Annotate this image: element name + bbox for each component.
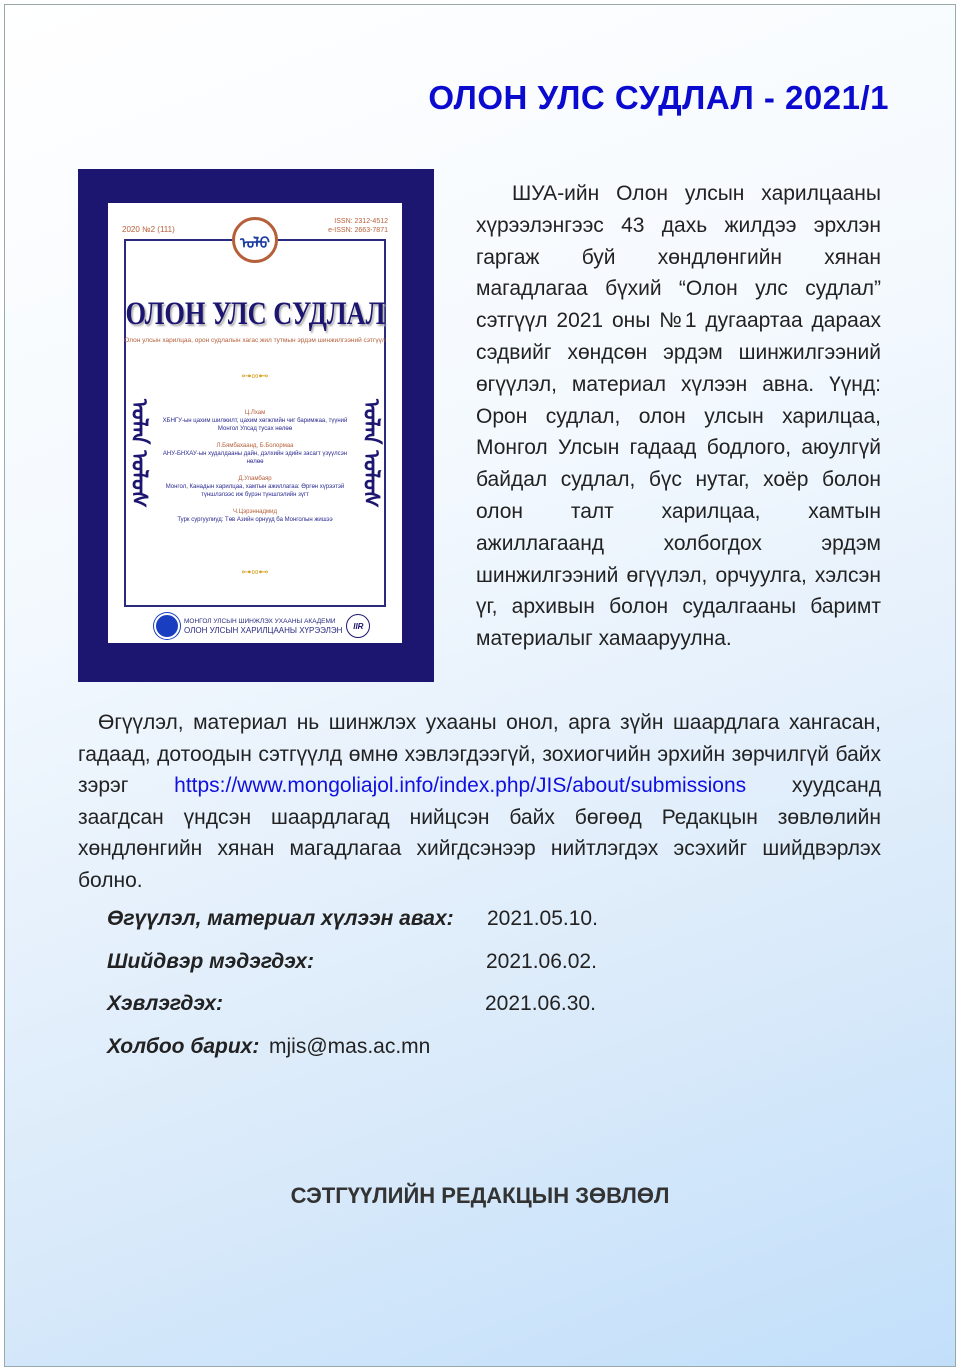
article-author: Ч.Цэрэннадмид [232, 509, 277, 515]
cover-subtitle: Олон улсын харилцаа, орон судлалын хагас жил тутмын эрдэм шинжилгээний сэтгүүл [124, 337, 386, 344]
deadline-value: 2021.05.10. [487, 907, 598, 930]
article-title: АНУ-БНХАУ-ын худалдааны дайн, дэлхийн эдийн засагт үзүүлсэн нөлөө [162, 451, 348, 465]
contact-email[interactable]: mjis@mas.ac.mn [269, 1034, 431, 1058]
contact-label: Холбоо барих: [107, 1034, 260, 1058]
ornament-icon: ⊶∞⊷ [241, 567, 269, 578]
ornament-icon: ⊶∞⊷ [241, 371, 269, 382]
cover-article [158, 475, 352, 499]
deadline-value: 2021.06.30. [485, 992, 596, 1015]
article-author: Ц.Лхам [244, 410, 266, 416]
deadline-value: 2021.06.02. [486, 949, 597, 973]
article-title: Монгол, Канадын харилцаа, хамтын ажиллагаа: Өргөн хүрээтэй түншлэлээс иж бүрэн түншлэлийн зүгт [165, 484, 345, 498]
poster [4, 4, 956, 1367]
cover-inner [108, 203, 402, 643]
academy-logo-icon [154, 613, 180, 639]
signature: СЭТГҮҮЛИЙН РЕДАКЦЫН ЗӨВЛӨЛ [290, 1183, 670, 1208]
mongolian-script-left: ᠣᠯᠠᠨ ᠤᠯᠤᠰ [127, 399, 152, 508]
publisher-text [184, 617, 342, 635]
deadline-label: Өгүүлэл, материал хүлээн авах: [107, 907, 454, 930]
cover-contents [158, 409, 352, 533]
article-author: Д.Уламбаяр [238, 476, 272, 482]
mongolian-script-right: ᠣᠯᠠᠨ ᠤᠯᠤᠰ [359, 399, 384, 508]
cover-title-wrap [108, 295, 402, 333]
cover-article [158, 508, 352, 524]
issn: ISSN: 2312-4512 [334, 218, 388, 225]
eissn: e-ISSN: 2663-7871 [328, 227, 388, 234]
institute-logo-icon: IIR [346, 614, 370, 638]
publisher-logos [154, 613, 370, 639]
deadline-label: Хэвлэгдэх: [107, 992, 224, 1015]
cover-title: ОЛОН УЛС СУДЛАЛ [125, 296, 385, 332]
journal-cover-image [78, 169, 434, 682]
requirements-text-end: хуудсанд заагдсан үндсэн шаардлагад нийцсэн байх бөгөөд Редакцын зөвлөлийн хөндлөнгийн хянан магадлагаа хийгдсэнээр нийтлэгдэх эсэхийг шийдвэрлэх болно. [78, 774, 881, 892]
intro-paragraph: ШУА-ийн Олон улсын харилцааны хүрээлэнгээс 43 дахь жилдээ эрхлэн гаргаж буй хөндлөнгийн хянан магадлагаа бүхий “Олон улс судлал” сэтгүүл 2021 оны №1 дугаартаа дараах сэдвийг хөндсөн эрдэм шинжилгээний өгүүлэл, материал хүлээн авна. Үүнд: Орон судлал, олон улсын харилцаа, Монгол Улсын гадаад бодлого, аюулгүй байдал судлал, бүс нутаг, хоёр болон олон талт харилцаа, хамтын ажиллагаанд холбогдох эрдэм шинжилгээний өгүүлэл, орчуулга, хэлсэн үг, архивын болон судалгааны баримт материалыг хамааруулна. [476, 182, 881, 651]
cover-article [158, 409, 352, 433]
institute-name: ОЛОН УЛСЫН ХАРИЛЦААНЫ ХҮРЭЭЛЭН [184, 626, 343, 635]
article-title: ХБНГУ-ын цахим шилжилт, цахим хөгжлийн чиг баримжаа, түүний Монгол Улсад тусах нөлөө [162, 418, 348, 432]
requirements-text: Өгүүлэл, материал нь шинжлэх ухааны онол, арга зүйн шаардлага хангасан, гадаад, дотоодын сэтгүүлд өмнө хэвлэгдээгүй, зохиогчийн эрхийн зөрчилгүй байх зэрэг [78, 711, 881, 797]
cover-issue: 2020 №2 (111) [122, 225, 175, 234]
deadline-label: Шийдвэр мэдэгдэх: [107, 949, 314, 973]
page-title: ОЛОН УЛС СУДЛАЛ - 2021/1 [428, 79, 889, 116]
requirements-paragraph [78, 707, 881, 896]
article-author: Л.Бямбахаанд, Б.Болормаа [216, 443, 294, 449]
journal-seal-icon: ᠤᠯᠤ [232, 217, 278, 263]
academy-name: МОНГОЛ УЛСЫН ШИНЖЛЭХ УХААНЫ АКАДЕМИ [184, 618, 336, 625]
article-title: Турк сургуулиуд: Төв Азийн орнууд ба Монголын жишээ [177, 517, 333, 523]
cover-issn [328, 217, 388, 235]
submissions-link[interactable]: https://www.mongoliajol.info/index.php/JIS/about/submissions [174, 774, 747, 797]
cover-article [158, 442, 352, 466]
